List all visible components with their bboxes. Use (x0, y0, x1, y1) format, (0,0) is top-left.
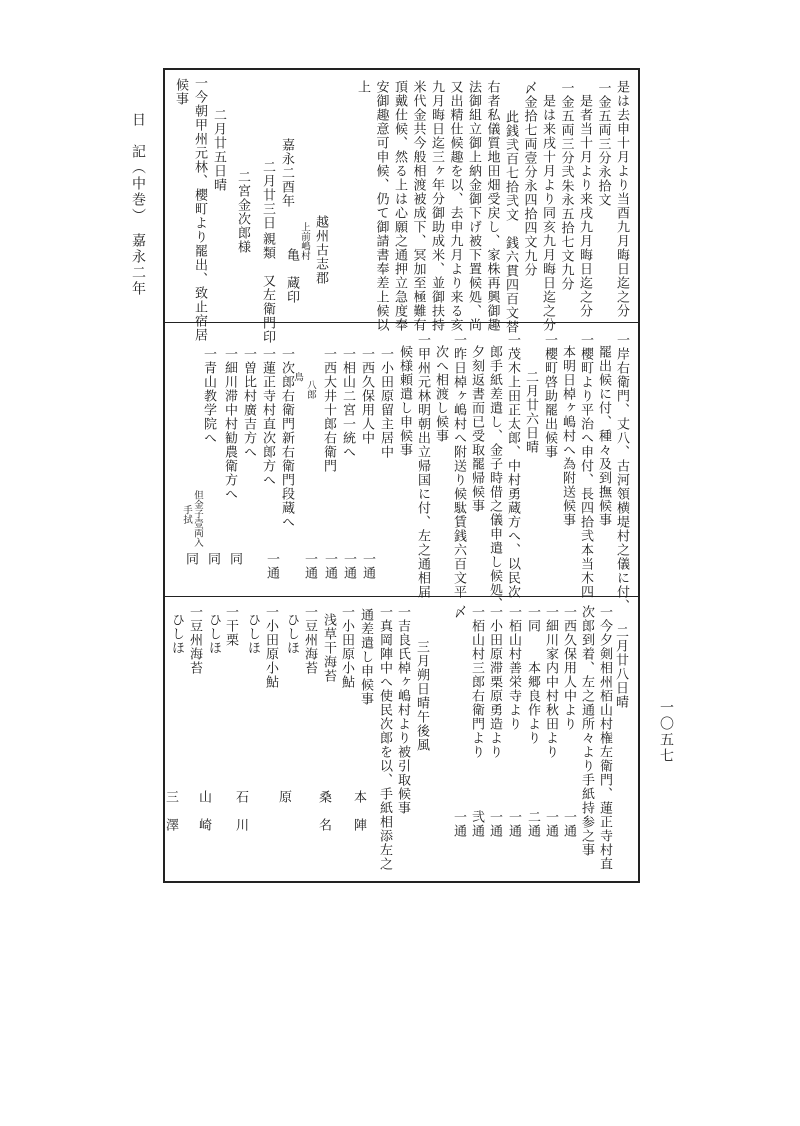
text-column: 一西大井十郎右衛門 (321, 347, 336, 473)
text-column: 一蓮正寺村直次郎方へ (260, 347, 275, 487)
recipient-label: 三 澤 (163, 790, 178, 832)
text-column: 一青山教学院へ (201, 347, 216, 445)
signer-line: 上前嶋村 (299, 222, 310, 260)
text-column: 一小田原留主居中 (378, 347, 393, 459)
signer-line: 越州古志郡 (313, 215, 328, 285)
text-column: 一次郎右衛門新右衛門段蔵へ (279, 347, 294, 529)
annotation: 但金子壹両入 (192, 490, 203, 547)
amount-label: 一通 (302, 552, 317, 580)
band-divider-lower (163, 596, 640, 597)
amount-label: 同 (227, 552, 242, 566)
recipient-label: 桑 名 (316, 790, 331, 832)
date-line: 二月廿五日晴 (211, 108, 226, 192)
text-column: 一干栗 (223, 605, 238, 647)
text-column: ひしほ (206, 613, 221, 655)
text-column: 一西久保用人中より (561, 605, 576, 731)
text-column: ひしほ (284, 613, 299, 655)
text-column: 是は来戌十月より同亥九月晦日迄之分 (540, 94, 555, 332)
amount-label: 同 (183, 552, 198, 566)
amount-label: 同 (205, 552, 220, 566)
text-column: 一小田原小鮎 (263, 605, 278, 689)
recipient-label: 原 (276, 790, 291, 804)
text-column: 一細川滞中村勧農衛方へ (222, 347, 237, 501)
recipient-label: 山 崎 (196, 790, 211, 832)
amount-label: 一通 (360, 552, 375, 580)
text-column: ひしほ (245, 613, 260, 655)
text-column: 一甲州元林明朝出立帰国に付、左之通相届 (415, 333, 430, 599)
text-column: 本明日棹ヶ嶋村へ為附送候事 (560, 345, 575, 527)
text-column: 安御趣意可申候、仍て御請書奉差上候以 (373, 80, 389, 332)
amount-label: 一通 (487, 810, 502, 838)
annotation: 八郎 (305, 380, 316, 399)
text-column: 一吉良氏棹ヶ嶋村より被引取候事 (395, 605, 410, 815)
text-column: 次へ相渡し候事 (433, 345, 448, 443)
amount-label: 一通 (322, 552, 337, 580)
text-column: 一栢山村三郎右衛門より (469, 605, 484, 759)
date-line: 二月廿三日 (260, 160, 275, 230)
addressee-line: 二宮金次郎様 (235, 170, 250, 254)
running-head: 日 記（中巻） 嘉永二年 (130, 112, 146, 297)
text-column: 一栢山村善栄寺より (506, 605, 521, 731)
text-column: 是者当十月より来戌九月晦日迄之分 (577, 94, 592, 318)
text-column: 候事 (173, 78, 188, 106)
text-column: 候様頼遣し申候事 (397, 345, 412, 457)
text-column: 是は去申十月より当酉九月晦日迄之分 (614, 80, 629, 318)
text-column: 〆金拾七両壹分永四拾四文九分 (521, 81, 537, 277)
text-column: 頂戴仕候、然る上は心願之通押立急度奉 (392, 80, 407, 332)
date-line: 嘉永二酉年 (279, 138, 294, 208)
text-column: 〆 (451, 605, 466, 619)
amount-label: 弐通 (469, 810, 484, 838)
amount-label: 一通 (451, 810, 466, 838)
text-column: 一細川家内中村秋田より (543, 605, 558, 759)
text-column: 此銭弐百七拾弐文 銭六貫四百文替 (503, 110, 518, 334)
text-column: 一今夕剣相州栢山村権左衛門、蓮正寺村直 (597, 605, 612, 871)
text-column: 二月廿八日晴 (613, 625, 628, 709)
signer-line: 亀 蔵印 (284, 248, 299, 304)
annotation: 手拭 (181, 505, 192, 524)
text-column: 夕刻返書而已受取罷帰候事 (469, 345, 484, 513)
text-column: 一曽比村廣吉方へ (241, 347, 256, 459)
amount-label: 一通 (264, 552, 279, 580)
recipient-label: 石 川 (233, 790, 248, 832)
text-column: 一今朝甲州元林、櫻町より罷出、致止宿居 (192, 76, 207, 342)
text-column: 一櫻町啓助罷出候事 (542, 333, 557, 459)
recipient-label: 本 陣 (351, 790, 366, 832)
amount-label: 二通 (525, 810, 540, 838)
text-column: 一岸右衛門、丈八、古河領横堤村之儀に付、 (614, 333, 629, 613)
text-column: ひしほ (169, 613, 184, 655)
text-column: 法御組立御上納金御下げ被下置候処、尚 (466, 80, 481, 332)
text-column: 一昨日棹ヶ嶋村へ附送り候駄賃銭六百文平 (451, 333, 466, 599)
amount-label: 一通 (506, 810, 521, 838)
text-column: 次郎到着、左之通所々より手紙持参之事 (579, 605, 594, 857)
text-column: 一同 本郷良作より (525, 605, 540, 745)
text-column: 罷出候に付、種々及到撫候事 (596, 345, 611, 527)
text-column: 一櫻町より平治へ申付、長四拾弐本当木四 (578, 333, 593, 599)
page-number: 一〇五七 (658, 700, 674, 764)
signer-line: 親類 又左衛門印 (260, 232, 275, 344)
text-column: 一豆州海苔 (187, 605, 202, 675)
amount-label: 一通 (543, 810, 558, 838)
amount-label: 一通 (561, 810, 576, 838)
text-column: 二月廿六日晴 (523, 370, 538, 454)
text-column: 米代金共今般相渡被成下、冥加至極難有 (410, 80, 426, 332)
text-column: 一小田原小鮎 (339, 605, 354, 689)
text-column: 三月朔日晴午後風 (414, 640, 429, 752)
text-column: 一真岡陣中へ使民次郎を以、手紙相添左之 (377, 605, 392, 871)
text-column: 一豆州海苔 (302, 605, 317, 675)
text-column: 九月晦日迄三ヶ年分御助成米、並御扶持 (429, 80, 444, 332)
text-column: 一金五両三分永拾文 (595, 81, 611, 207)
text-column: 又出精仕候趣を以、去申九月より来る亥 (447, 80, 463, 332)
text-column: 一金五両三分弐朱永五拾七文九分 (558, 81, 574, 291)
text-column: 浅草干海苔 (321, 613, 336, 683)
text-column: 一西久保用人中 (359, 347, 374, 445)
text-column: 上 (355, 80, 370, 94)
text-column: 一相山二宮一統へ (340, 347, 355, 459)
text-column: 一茂木上田正太郎、中村勇蔵方へ、以民次 (505, 333, 520, 599)
text-column: 郎手紙差遣し、金子時借之儀申遣し候処、 (487, 345, 502, 611)
amount-label: 一通 (341, 552, 356, 580)
text-column: 右者私儀質地田畑受戻し、家株再興御趣 (484, 80, 500, 332)
annotation: 鳥 (292, 372, 303, 382)
text-column: 通差遣し申候事 (358, 608, 373, 706)
text-column: 一小田原滞栗原勇造より (487, 605, 502, 759)
